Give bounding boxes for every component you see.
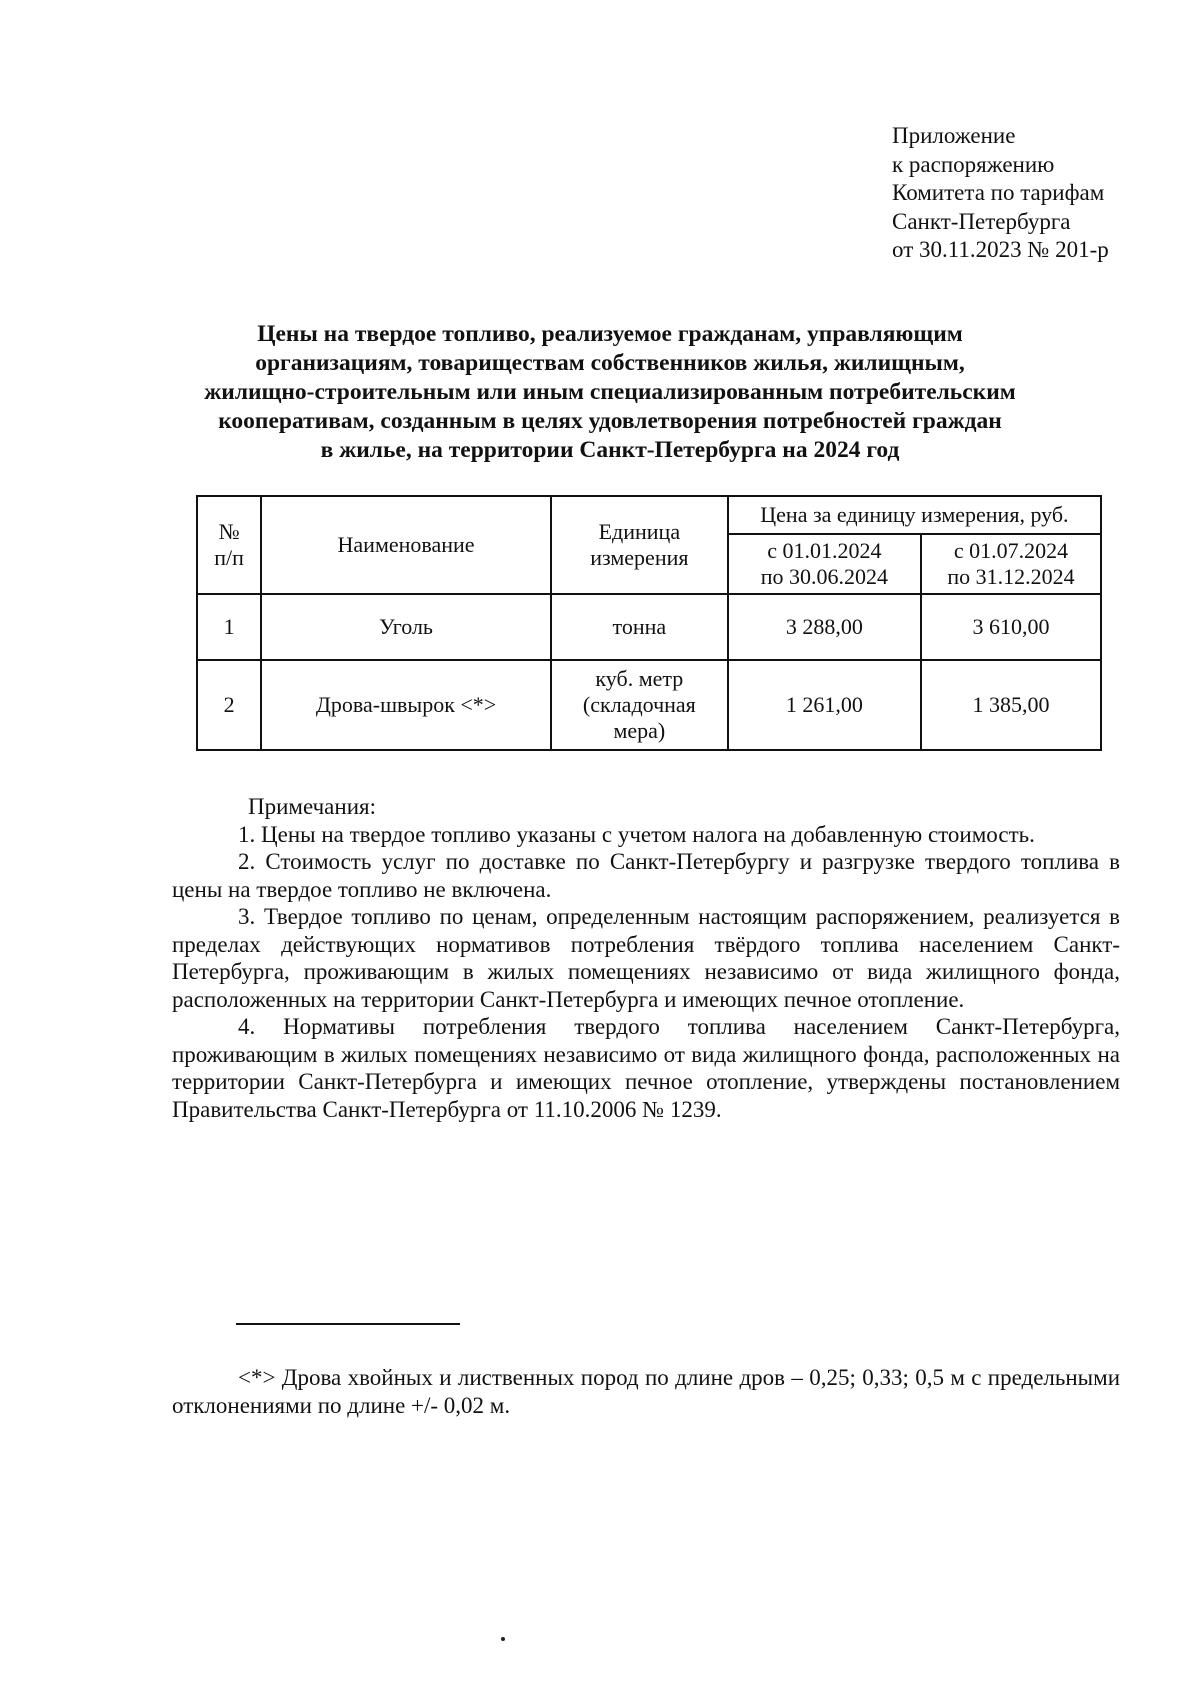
- cell-price-1: 1 261,00: [728, 660, 921, 750]
- header-unit-line1: Единица: [598, 519, 681, 544]
- cell-unit-line: куб. метр: [595, 666, 684, 691]
- cell-name: Уголь: [261, 594, 551, 660]
- header-period-1: [728, 534, 921, 594]
- table-row: [197, 594, 1101, 660]
- header-unit-line2: измерения: [590, 545, 689, 570]
- appendix-block: [892, 122, 1109, 265]
- cell-price-1: 3 288,00: [728, 594, 921, 660]
- table-row: [197, 660, 1101, 750]
- note-item: 3. Твердое топливо по ценам, определенным настоящим распоряжением, реализуется в пределах действующих нормативов потребления твёрдого топлива населением Санкт-Петербурга, проживающим в жилых помещениях независимо от вида жилищного фонда, расположенных на территории Санкт-Петербурга и имеющих печное отопление.: [172, 904, 1120, 1012]
- appendix-line: от 30.11.2023 № 201-р: [892, 237, 1109, 262]
- header-period-2-line2: по 31.12.2024: [947, 564, 1075, 589]
- header-period-2-line1: с 01.07.2024: [953, 538, 1069, 563]
- appendix-line: Санкт-Петербурга: [892, 208, 1071, 234]
- appendix-line: Приложение: [892, 123, 1016, 148]
- appendix-line: к распоряжению: [892, 151, 1055, 177]
- note-item: 2. Стоимость услуг по доставке по Санкт-Петербургу и разгрузке твердого топлива в цены на твердое топливо не включена.: [172, 849, 1120, 902]
- header-num-line2: п/п: [214, 545, 244, 570]
- header-name: Наименование: [261, 496, 551, 594]
- cell-unit: [551, 660, 728, 750]
- cell-unit-line: мера): [613, 718, 666, 743]
- header-price-group: Цена за единицу измерения, руб.: [728, 496, 1101, 534]
- appendix-line: Комитета по тарифам: [892, 180, 1105, 205]
- document-title: [150, 320, 1070, 465]
- cell-price-2: 3 610,00: [921, 594, 1101, 660]
- scan-speck: [501, 1637, 505, 1641]
- cell-num: 2: [197, 660, 261, 750]
- cell-unit-line: (складочная: [582, 692, 696, 717]
- notes-section: [172, 793, 1120, 1123]
- header-num: [197, 496, 261, 594]
- title-line: организациям, товариществам собственников жилья, жилищным,: [255, 350, 965, 376]
- table-header-row: [197, 496, 1101, 534]
- note-item: 1. Цены на твердое топливо указаны с учетом налога на добавленную стоимость.: [238, 821, 1035, 847]
- title-line: жилищно-строительным или иным специализированным потребительским: [204, 379, 1016, 405]
- cell-name: Дрова-швырок <*>: [261, 660, 551, 750]
- footnote-divider: [236, 1323, 460, 1325]
- cell-price-2: 1 385,00: [921, 660, 1101, 750]
- footnote: <*> Дрова хвойных и лиственных пород по длине дров – 0,25; 0,33; 0,5 м с предельными отклонениями по длине +/- 0,02 м.: [172, 1365, 1120, 1418]
- title-line: кооперативам, созданным в целях удовлетворения потребностей граждан: [218, 408, 1002, 434]
- header-period-1-line2: по 30.06.2024: [760, 564, 889, 589]
- notes-title: Примечания:: [248, 794, 376, 819]
- header-period-2: [921, 534, 1101, 594]
- price-table: [196, 495, 1102, 751]
- header-unit: [551, 496, 728, 594]
- cell-unit-line: тонна: [612, 614, 667, 639]
- header-period-1-line1: с 01.01.2024: [767, 538, 882, 563]
- header-num-line1: №: [218, 519, 240, 544]
- title-line: в жилье, на территории Санкт-Петербурга на 2024 год: [320, 437, 900, 463]
- note-item: 4. Нормативы потребления твердого топлива населением Санкт-Петербурга, проживающим в жилых помещениях независимо от вида жилищного фонда, расположенных на территории Санкт-Петербурга и имеющих печное отопление, утверждены постановлением Правительства Санкт-Петербурга от 11.10.2006 № 1239.: [172, 1014, 1120, 1122]
- title-line: Цены на твердое топливо, реализуемое гражданам, управляющим: [257, 321, 963, 347]
- cell-unit: [551, 594, 728, 660]
- cell-num: 1: [197, 594, 261, 660]
